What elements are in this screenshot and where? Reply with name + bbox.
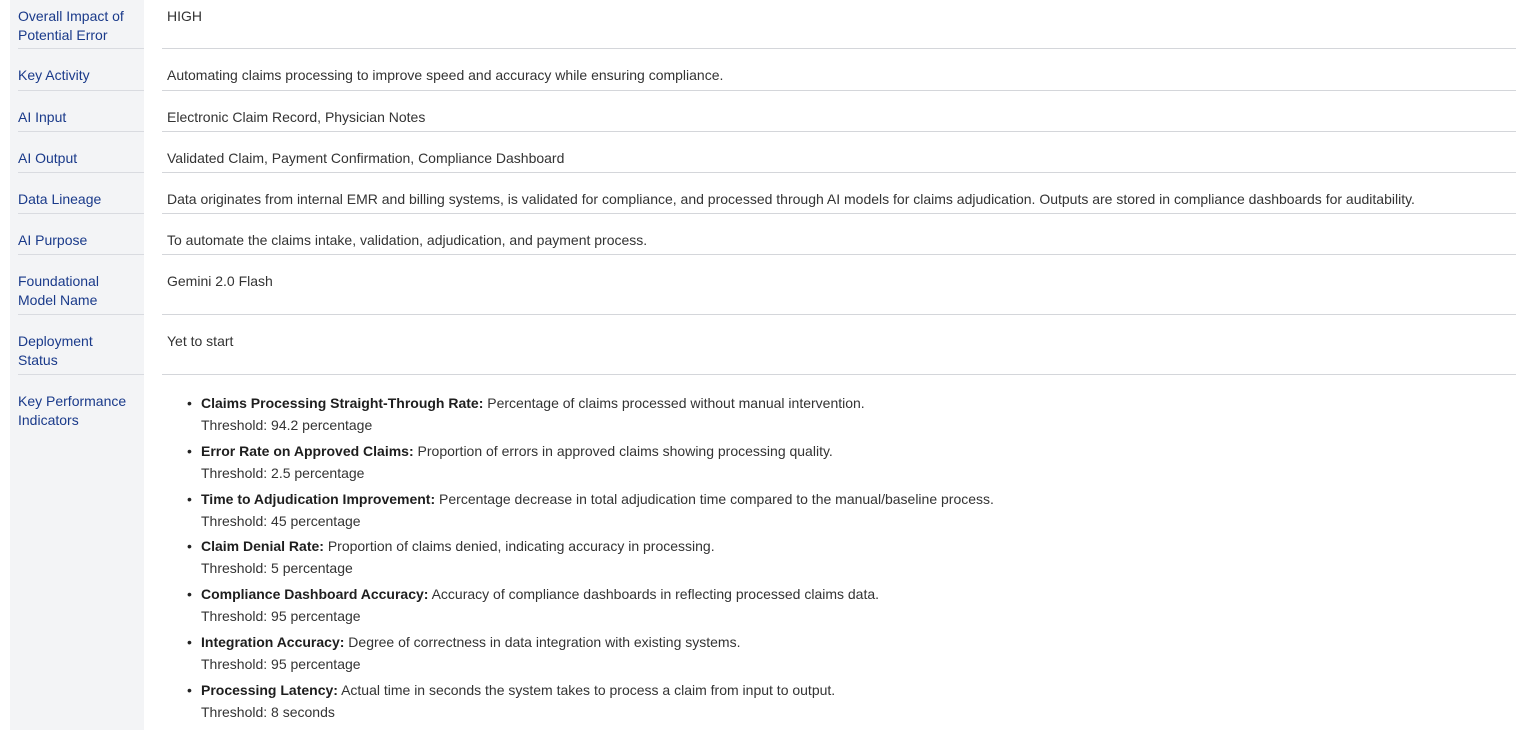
value-foundational-model: Gemini 2.0 Flash	[167, 273, 273, 289]
label-divider	[18, 90, 144, 91]
kpi-name: Claim Denial Rate:	[201, 538, 324, 555]
label-data-lineage: Data Lineage	[18, 191, 102, 207]
kpi-description: Percentage of claims processed without manual intervention.	[487, 395, 865, 411]
label-ai-output: AI Output	[18, 150, 78, 166]
row-divider	[162, 213, 1516, 214]
kpi-item	[187, 583, 994, 631]
kpi-name: Error Rate on Approved Claims:	[201, 442, 414, 459]
row-divider	[162, 90, 1516, 91]
kpi-name: Claims Processing Straight-Through Rate:	[201, 395, 484, 411]
bullet-icon: •	[187, 490, 192, 507]
kpi-item	[187, 679, 994, 727]
value-ai-input: Electronic Claim Record, Physician Notes	[167, 109, 426, 125]
label-ai-purpose: AI Purpose	[18, 232, 88, 248]
value-data-lineage: Data originates from internal EMR and billing systems, is validated for compliance, and processed through AI models for claims adjudication. Outputs are stored in compliance dashboards for auditability.	[167, 191, 1415, 207]
kpi-name: Compliance Dashboard Accuracy:	[201, 586, 429, 603]
bullet-icon: •	[187, 586, 192, 603]
label-foundational-model: Foundational Model Name	[18, 273, 99, 308]
label-column	[10, 0, 144, 730]
label-ai-input: AI Input	[18, 109, 67, 125]
kpi-threshold: Threshold: 8 seconds	[201, 703, 335, 720]
kpi-item	[187, 440, 994, 488]
label-overall-impact: Overall Impact of Potential Error	[18, 8, 124, 43]
kpi-description: Proportion of claims denied, indicating accuracy in processing.	[327, 538, 715, 555]
bullet-icon: •	[187, 633, 192, 650]
kpi-item	[187, 488, 994, 536]
value-ai-output: Validated Claim, Payment Confirmation, Compliance Dashboard	[167, 150, 565, 166]
kpi-threshold: Threshold: 2.5 percentage	[201, 464, 365, 481]
value-overall-impact: HIGH	[167, 8, 202, 24]
kpi-threshold: Threshold: 5 percentage	[201, 560, 353, 577]
kpi-threshold: Threshold: 95 percentage	[201, 655, 361, 672]
row-divider	[162, 131, 1516, 132]
label-divider	[18, 213, 144, 214]
row-divider	[162, 48, 1516, 49]
bullet-icon: •	[187, 538, 192, 555]
bullet-icon: •	[187, 395, 192, 411]
row-divider	[162, 172, 1516, 173]
value-key-activity: Automating claims processing to improve speed and accuracy while ensuring compliance.	[167, 67, 724, 83]
kpi-threshold: Threshold: 95 percentage	[201, 608, 361, 625]
bullet-icon: •	[187, 681, 192, 698]
value-deployment-status: Yet to start	[167, 333, 234, 349]
row-divider	[162, 374, 1516, 375]
kpi-description: Percentage decrease in total adjudication time compared to the manual/baseline process.	[439, 490, 994, 507]
value-column	[162, 0, 1516, 730]
row-divider	[162, 254, 1516, 255]
label-divider	[18, 172, 144, 173]
kpi-description: Accuracy of compliance dashboards in reflecting processed claims data.	[431, 586, 880, 603]
label-divider	[18, 48, 144, 49]
kpi-threshold: Threshold: 45 percentage	[201, 512, 361, 529]
label-kpis: Key Performance Indicators	[18, 393, 127, 428]
kpi-item	[187, 392, 994, 440]
kpi-name: Processing Latency:	[201, 681, 338, 698]
bullet-icon: •	[187, 442, 192, 459]
kpi-description: Proportion of errors in approved claims showing processing quality.	[417, 442, 833, 459]
label-deployment-status: Deployment Status	[18, 333, 93, 368]
kpi-description: Degree of correctness in data integration with existing systems.	[348, 633, 741, 650]
kpi-item	[187, 631, 994, 679]
label-divider	[18, 314, 144, 315]
label-divider	[18, 254, 144, 255]
kpi-threshold: Threshold: 94.2 percentage	[201, 417, 373, 433]
kpi-list	[162, 392, 994, 727]
kpi-description: Actual time in seconds the system takes to process a claim from input to output.	[341, 681, 836, 698]
kpi-name: Integration Accuracy:	[201, 633, 345, 650]
kpi-item	[187, 535, 994, 583]
label-key-activity: Key Activity	[18, 67, 90, 83]
kpi-name: Time to Adjudication Improvement:	[201, 490, 436, 507]
label-divider	[18, 374, 144, 375]
label-divider	[18, 131, 144, 132]
value-ai-purpose: To automate the claims intake, validation, adjudication, and payment process.	[167, 232, 648, 248]
row-divider	[162, 314, 1516, 315]
